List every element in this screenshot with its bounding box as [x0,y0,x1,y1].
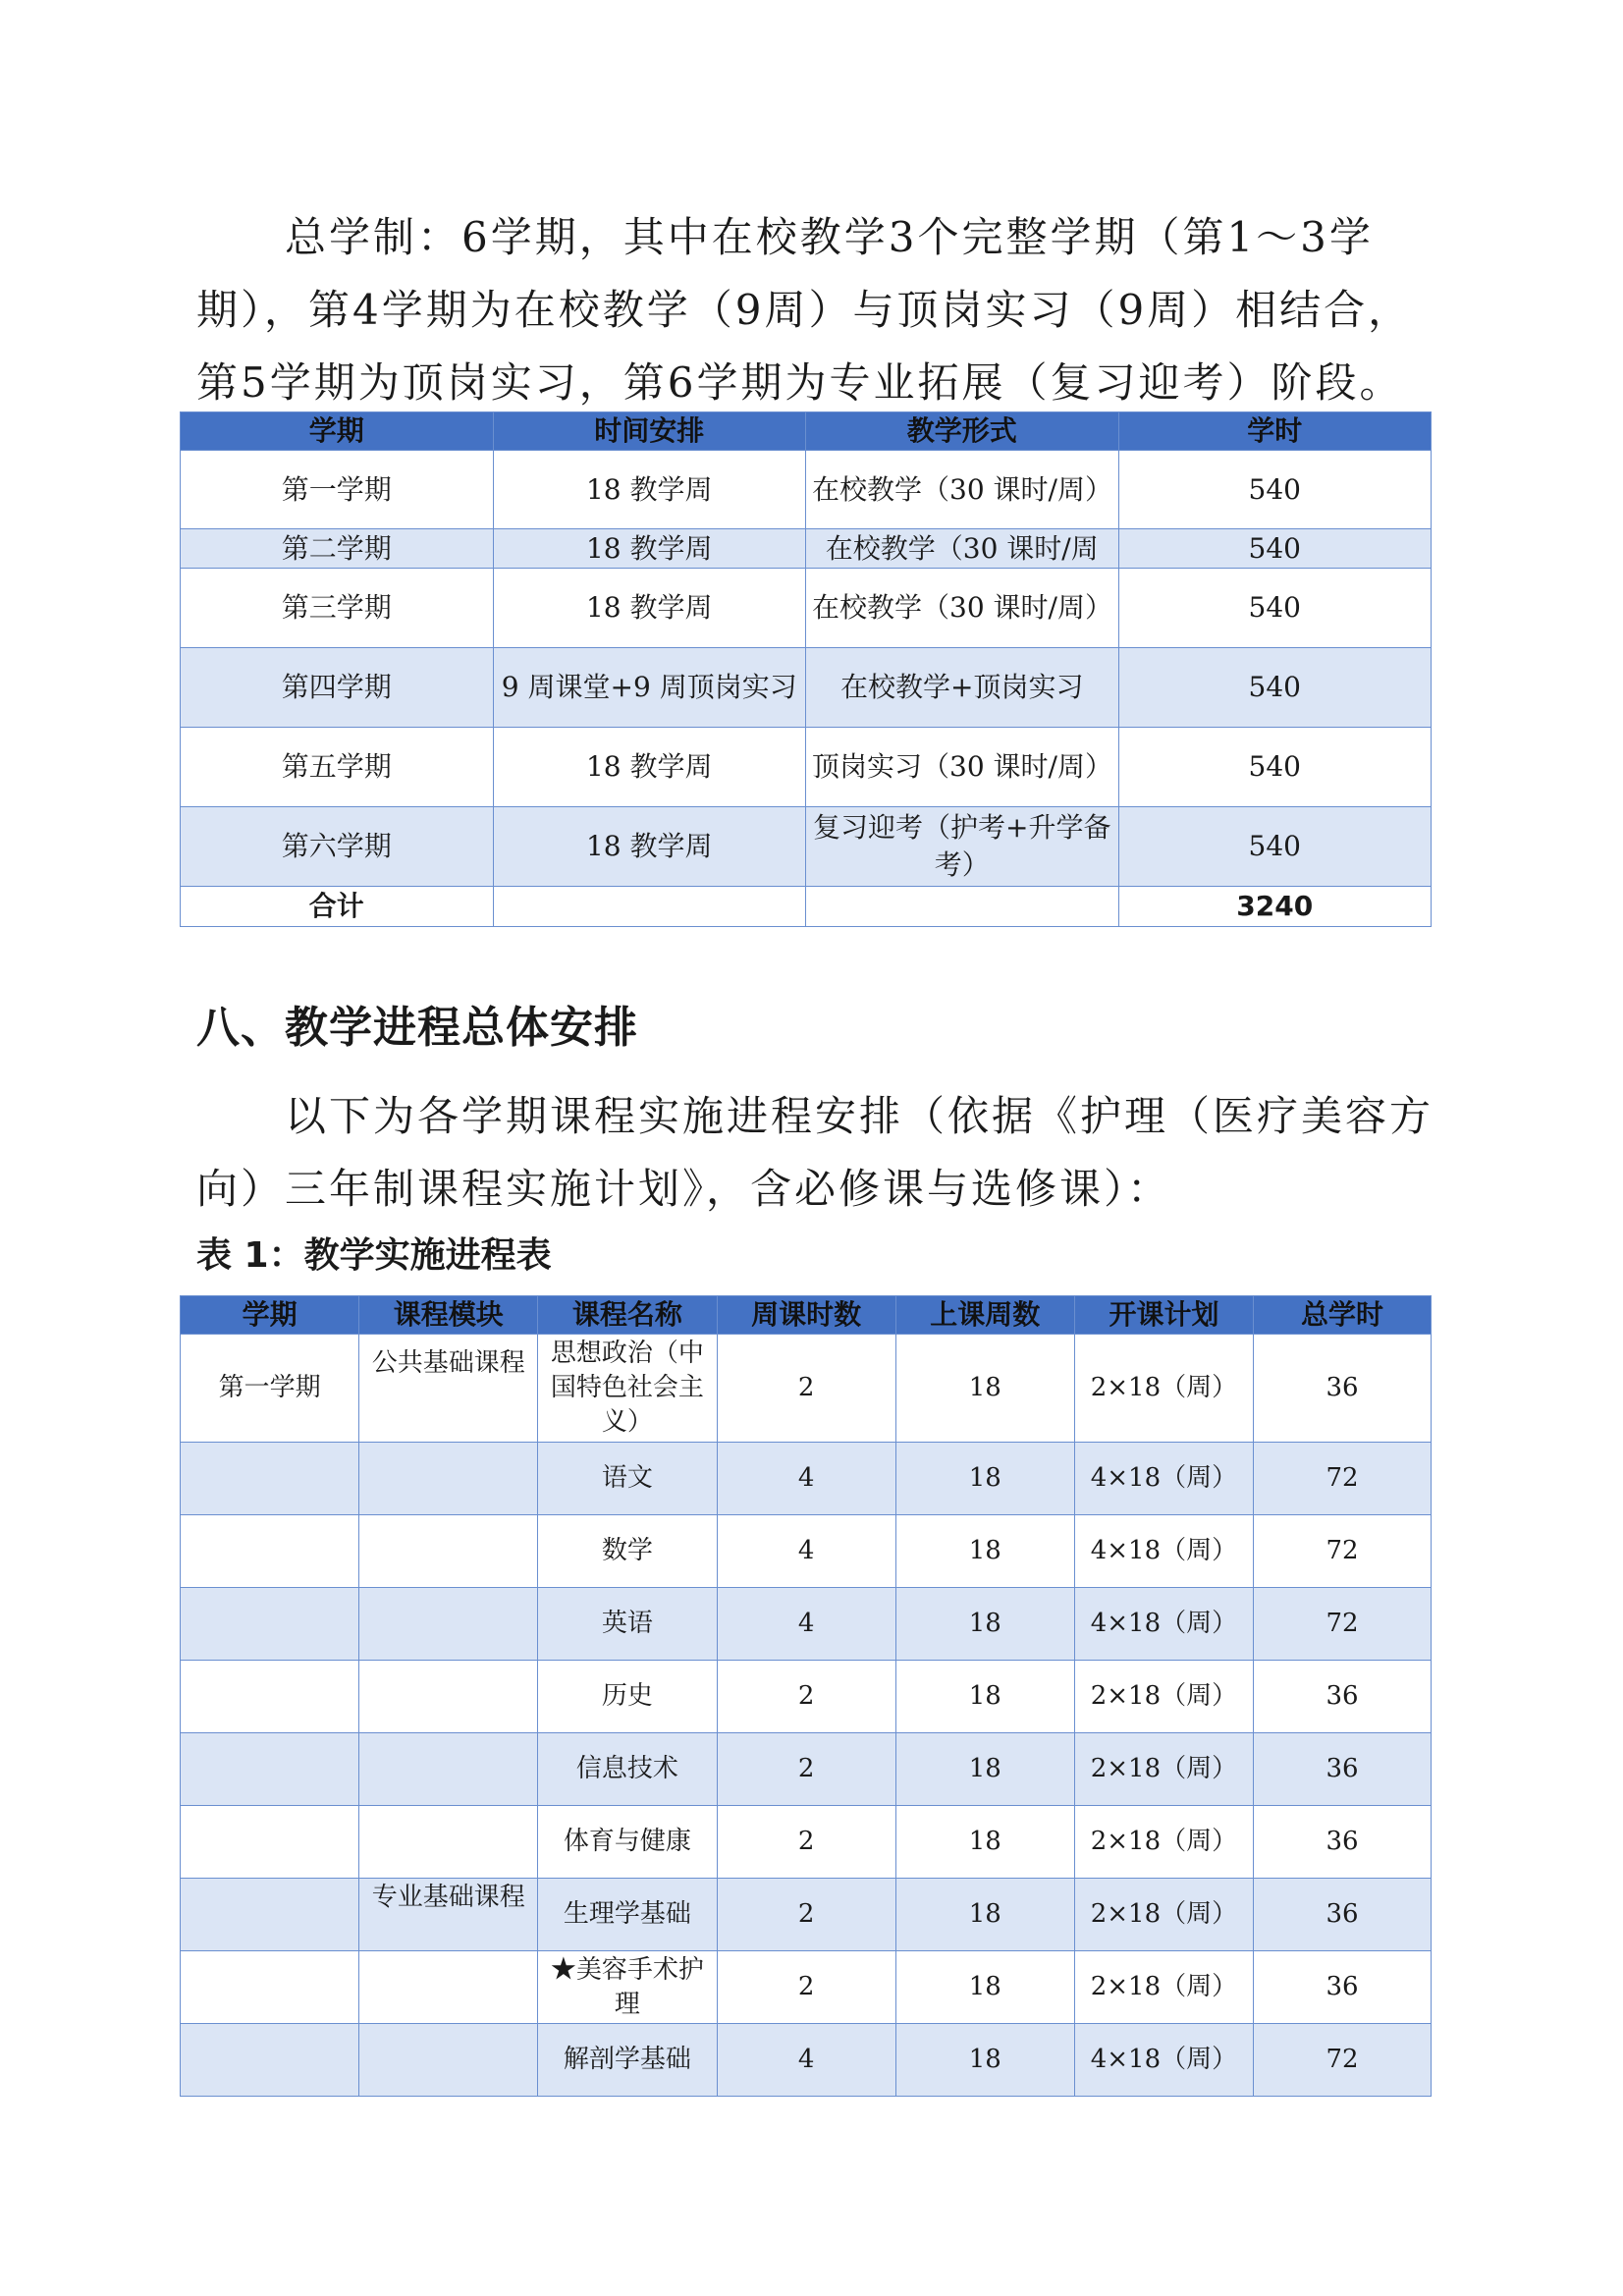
progress-weekly-cell: 2 [717,1335,895,1443]
progress-course-cell: 生理学基础 [538,1879,717,1951]
section-heading: 八、教学进程总体安排 [196,1003,638,1053]
progress-term-cell [181,1806,359,1879]
progress-term-cell [181,1879,359,1951]
progress-weeks-cell: 18 [895,2024,1074,2097]
table-row [181,648,1432,728]
table-row [181,1335,1432,1443]
progress-course-cell: 解剖学基础 [538,2024,717,2097]
schedule-form-cell: 在校教学（30 课时/周 [806,529,1119,569]
schedule-header-row [181,412,1432,451]
schedule-hours-cell: 540 [1118,648,1432,728]
progress-plan-cell: 2×18（周） [1074,1879,1253,1951]
progress-course-cell: 体育与健康 [538,1806,717,1879]
progress-course-cell: 数学 [538,1515,717,1588]
progress-header-total: 总学时 [1254,1296,1432,1335]
progress-module-cell [359,1661,538,1733]
progress-weekly-cell: 2 [717,1733,895,1806]
progress-weeks-cell: 18 [895,1951,1074,2024]
schedule-term-cell: 第六学期 [181,807,494,887]
progress-header-course: 课程名称 [538,1296,717,1335]
progress-module-cell [359,1515,538,1588]
schedule-form-cell: 顶岗实习（30 课时/周） [806,728,1119,807]
schedule-header-time: 时间安排 [493,412,806,451]
schedule-form-cell: 在校教学+顶岗实习 [806,648,1119,728]
progress-term-cell [181,1588,359,1661]
schedule-time-cell: 18 教学周 [493,451,806,529]
progress-term-cell [181,1443,359,1515]
progress-weeks-cell: 18 [895,1335,1074,1443]
progress-header-plan: 开课计划 [1074,1296,1253,1335]
progress-plan-cell: 2×18（周） [1074,1733,1253,1806]
progress-plan-cell: 4×18（周） [1074,2024,1253,2097]
progress-module-cell [359,1951,538,2024]
progress-paragraph: 以下为各学期课程实施进程安排（依据《护理（医疗美容方向）三年制课程实施计划》，含必修课与选修课）： [196,1092,1434,1213]
progress-weeks-cell: 18 [895,1588,1074,1661]
progress-plan-cell: 4×18（周） [1074,1443,1253,1515]
progress-weeks-cell: 18 [895,1733,1074,1806]
progress-weekly-cell: 2 [717,1879,895,1951]
progress-weekly-cell: 4 [717,1588,895,1661]
table-row [181,1515,1432,1588]
table-row [181,807,1432,887]
table-row [181,569,1432,648]
schedule-header-hours: 学时 [1118,412,1432,451]
progress-module-cell: 公共基础课程 [359,1335,538,1443]
progress-module-cell [359,1588,538,1661]
table-row [181,728,1432,807]
schedule-term-cell: 第二学期 [181,529,494,569]
schedule-hours-cell: 540 [1118,728,1432,807]
progress-total-cell: 36 [1254,1733,1432,1806]
progress-total-cell: 72 [1254,2024,1432,2097]
schedule-hours-cell: 540 [1118,807,1432,887]
progress-header-term: 学期 [181,1296,359,1335]
progress-module-cell: 专业基础课程 [359,1879,538,1951]
table-row [181,1443,1432,1515]
progress-weeks-cell: 18 [895,1443,1074,1515]
progress-plan-cell: 2×18（周） [1074,1335,1253,1443]
schedule-term-cell: 第四学期 [181,648,494,728]
schedule-time-cell: 18 教学周 [493,529,806,569]
progress-total-cell: 36 [1254,1951,1432,2024]
progress-course-cell: ★美容手术护理 [538,1951,717,2024]
table-row [181,1733,1432,1806]
progress-module-cell [359,2024,538,2097]
progress-term-cell [181,2024,359,2097]
progress-total-cell: 36 [1254,1879,1432,1951]
progress-total-cell: 72 [1254,1588,1432,1661]
progress-term-cell [181,1951,359,2024]
schedule-total-form [806,887,1119,927]
progress-total-cell: 72 [1254,1515,1432,1588]
progress-header-module: 课程模块 [359,1296,538,1335]
progress-weeks-cell: 18 [895,1806,1074,1879]
progress-total-cell: 72 [1254,1443,1432,1515]
schedule-header-term: 学期 [181,412,494,451]
progress-weekly-cell: 2 [717,1661,895,1733]
progress-total-cell: 36 [1254,1661,1432,1733]
progress-plan-cell: 2×18（周） [1074,1661,1253,1733]
progress-header-weeks: 上课周数 [895,1296,1074,1335]
schedule-total-time [493,887,806,927]
schedule-total-label: 合计 [181,887,494,927]
progress-total-cell: 36 [1254,1335,1432,1443]
schedule-table [180,411,1432,927]
progress-header-row [181,1296,1432,1335]
progress-total-cell: 36 [1254,1806,1432,1879]
progress-term-cell: 第一学期 [181,1335,359,1443]
schedule-form-cell: 在校教学（30 课时/周） [806,451,1119,529]
schedule-form-cell: 复习迎考（护考+升学备考） [806,807,1119,887]
progress-weeks-cell: 18 [895,1879,1074,1951]
progress-module-cell [359,1443,538,1515]
progress-course-cell: 语文 [538,1443,717,1515]
progress-plan-cell: 4×18（周） [1074,1588,1253,1661]
schedule-time-cell: 9 周课堂+9 周顶岗实习 [493,648,806,728]
schedule-total-hours: 3240 [1118,887,1432,927]
progress-course-cell: 思想政治（中国特色社会主义） [538,1335,717,1443]
progress-weekly-cell: 2 [717,1951,895,2024]
table-row [181,2024,1432,2097]
schedule-total-row [181,887,1432,927]
schedule-time-cell: 18 教学周 [493,569,806,648]
progress-weekly-cell: 4 [717,1443,895,1515]
progress-header-weekly: 周课时数 [717,1296,895,1335]
schedule-time-cell: 18 教学周 [493,807,806,887]
table-row [181,451,1432,529]
progress-course-cell: 信息技术 [538,1733,717,1806]
table-row [181,1661,1432,1733]
schedule-header-form: 教学形式 [806,412,1119,451]
progress-weekly-cell: 2 [717,1806,895,1879]
progress-weekly-cell: 4 [717,1515,895,1588]
table-row [181,529,1432,569]
progress-plan-cell: 2×18（周） [1074,1951,1253,2024]
progress-table [180,1295,1432,2097]
schedule-form-cell: 在校教学（30 课时/周） [806,569,1119,648]
progress-course-cell: 英语 [538,1588,717,1661]
schedule-term-cell: 第五学期 [181,728,494,807]
progress-plan-cell: 4×18（周） [1074,1515,1253,1588]
schedule-hours-cell: 540 [1118,451,1432,529]
progress-term-cell [181,1515,359,1588]
schedule-term-cell: 第一学期 [181,451,494,529]
progress-module-cell [359,1806,538,1879]
progress-weekly-cell: 4 [717,2024,895,2097]
progress-term-cell [181,1733,359,1806]
table-row [181,1588,1432,1661]
table-caption: 表 1：教学实施进程表 [196,1235,552,1276]
progress-module-cell [359,1733,538,1806]
progress-weeks-cell: 18 [895,1515,1074,1588]
intro-paragraph: 总学制：6学期，其中在校教学3个完整学期（第1～3学期），第4学期为在校教学（9周）与顶岗实习（9周）相结合，第5学期为顶岗实习，第6学期为专业拓展（复习迎考）阶段。 [196,213,1413,407]
schedule-term-cell: 第三学期 [181,569,494,648]
progress-weeks-cell: 18 [895,1661,1074,1733]
progress-plan-cell: 2×18（周） [1074,1806,1253,1879]
schedule-time-cell: 18 教学周 [493,728,806,807]
progress-course-cell: 历史 [538,1661,717,1733]
schedule-hours-cell: 540 [1118,529,1432,569]
progress-term-cell [181,1661,359,1733]
table-row [181,1806,1432,1879]
table-row [181,1951,1432,2024]
schedule-hours-cell: 540 [1118,569,1432,648]
table-row [181,1879,1432,1951]
